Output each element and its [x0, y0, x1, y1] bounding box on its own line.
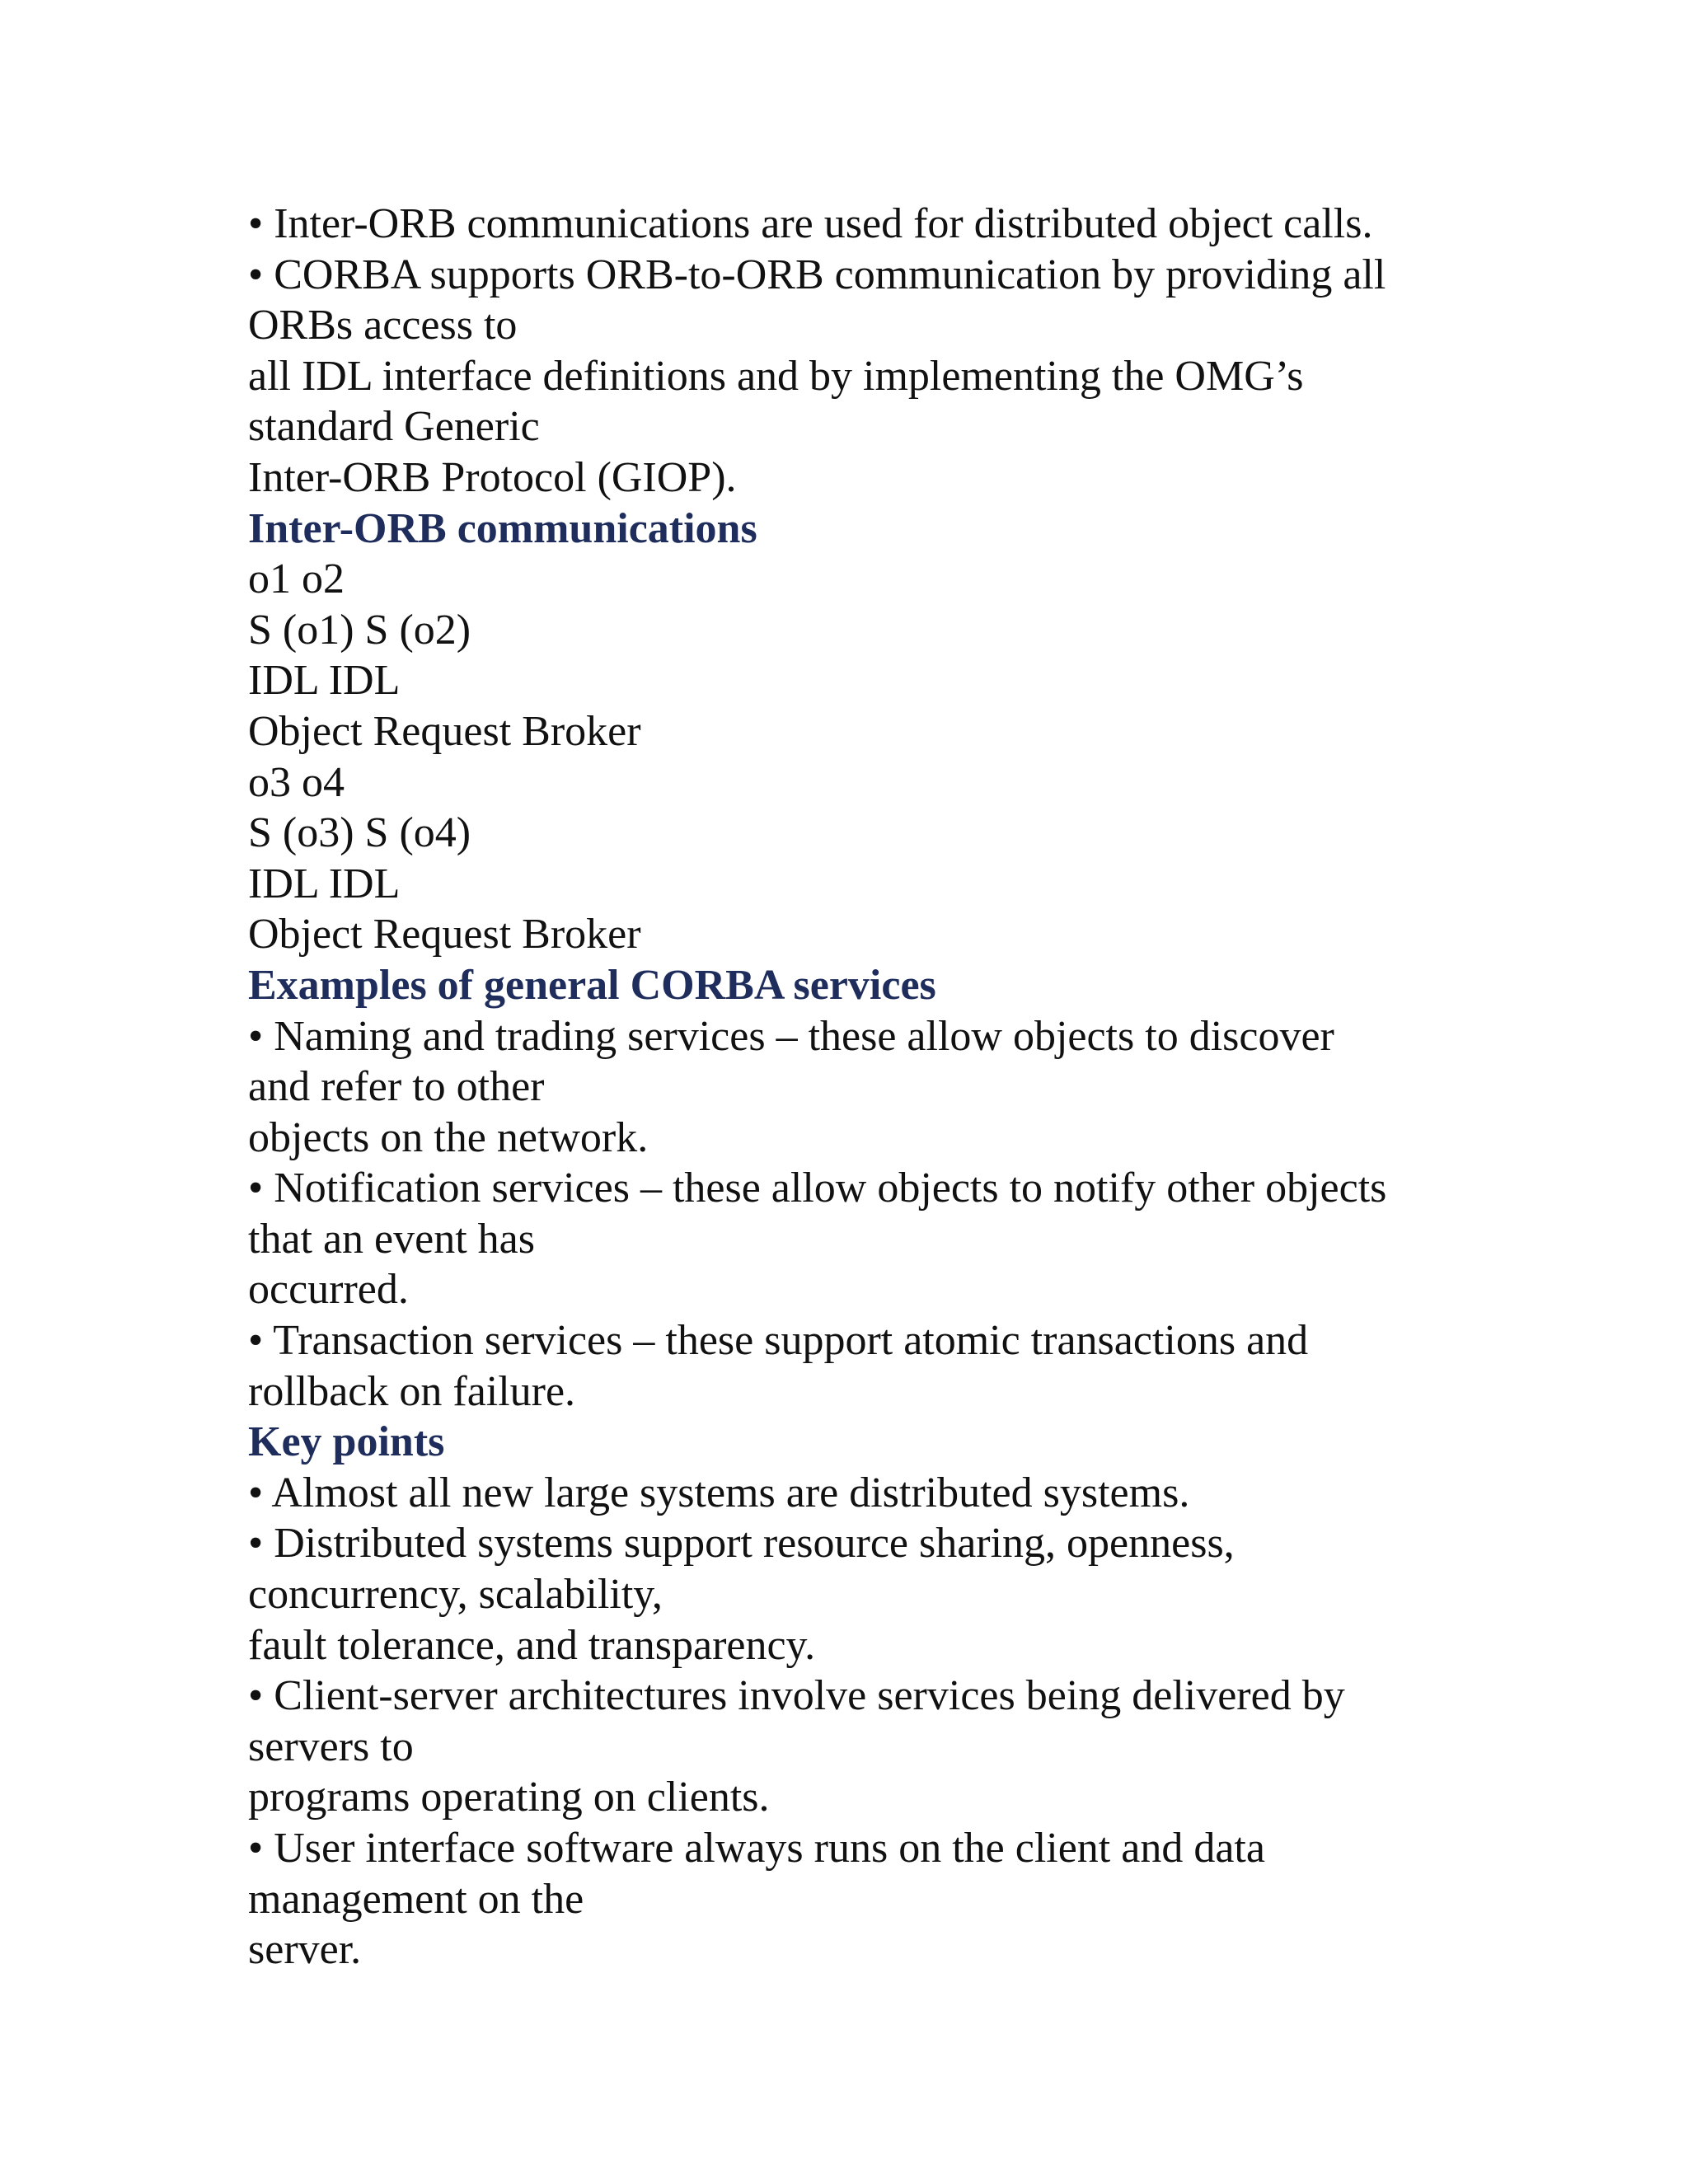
text-line: o3 o4 [248, 758, 345, 806]
text-line: • Transaction services – these support atomic transactions and [248, 1317, 1309, 1365]
text-line: • Naming and trading services – these allow objects to discover [248, 1012, 1334, 1060]
text-line: rollback on failure. [248, 1367, 576, 1415]
section-heading: Key points [248, 1418, 445, 1466]
text-line: management on the [248, 1875, 584, 1923]
text-line: ORBs access to [248, 302, 518, 349]
text-line: IDL IDL [248, 657, 401, 705]
text-line: concurrency, scalability, [248, 1571, 663, 1619]
text-line: • CORBA supports ORB-to-ORB communication by providing all [248, 251, 1386, 298]
text-line: standard Generic [248, 403, 540, 451]
text-line: that an event has [248, 1215, 535, 1263]
text-line: Object Request Broker [248, 707, 641, 755]
text-line: o1 o2 [248, 555, 345, 603]
text-line: S (o3) S (o4) [248, 809, 471, 857]
text-line: • User interface software always runs on the client and data [248, 1825, 1265, 1872]
text-line: S (o1) S (o2) [248, 606, 471, 654]
section-heading: Examples of general CORBA services [248, 961, 936, 1009]
text-line: IDL IDL [248, 860, 401, 907]
text-line: programs operating on clients. [248, 1774, 770, 1821]
text-line: • Distributed systems support resource sharing, openness, [248, 1520, 1235, 1568]
text-line: servers to [248, 1722, 414, 1770]
text-line: and refer to other [248, 1063, 545, 1111]
text-line: Object Request Broker [248, 911, 641, 958]
document-page [248, 199, 1484, 1975]
text-line: • Inter-ORB communications are used for distributed object calls. [248, 200, 1373, 247]
text-line: occurred. [248, 1266, 409, 1314]
text-line: server. [248, 1926, 362, 1974]
text-line: • Notification services – these allow objects to notify other objects [248, 1165, 1387, 1212]
text-line: Inter-ORB Protocol (GIOP). [248, 453, 737, 501]
section-heading: Inter-ORB communications [248, 504, 757, 552]
text-line: • Client-server architectures involve services being delivered by [248, 1672, 1345, 1720]
text-line: • Almost all new large systems are distributed systems. [248, 1469, 1190, 1516]
text-line: objects on the network. [248, 1113, 649, 1161]
text-line: all IDL interface definitions and by implementing the OMG’s [248, 352, 1304, 400]
text-line: fault tolerance, and transparency. [248, 1621, 816, 1669]
